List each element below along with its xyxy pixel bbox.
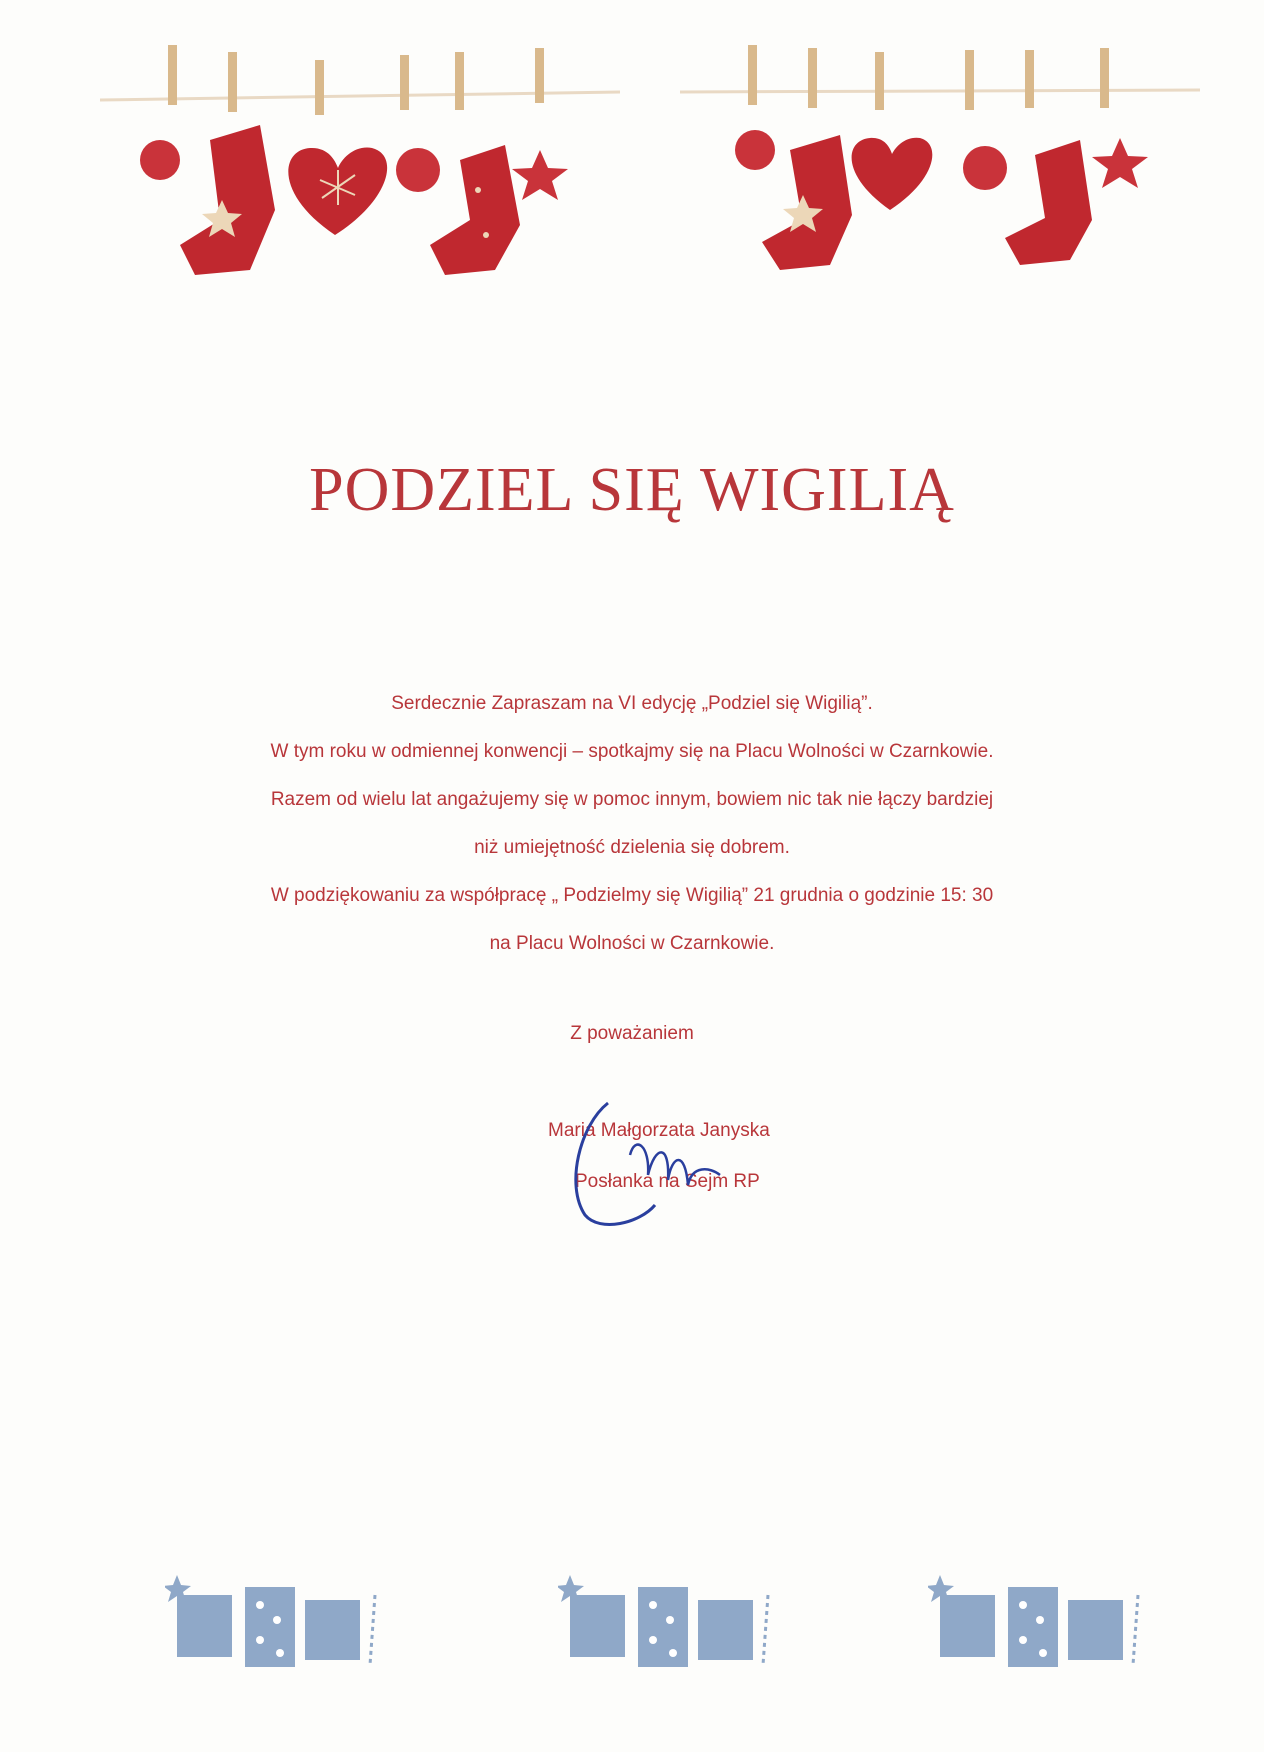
closing-salutation: Z poważaniem [570, 1023, 694, 1044]
letter-paragraph: W tym roku w odmiennej konwencji – spotkajmy się na Placu Wolności w Czarnkowie. [270, 741, 994, 762]
signer-name: Maria Małgorzata Janyska [548, 1120, 770, 1141]
letter-paragraph: niż umiejętność dzielenia się dobrem. [474, 837, 790, 858]
christmas-garland-right [680, 30, 1200, 290]
stocking-icon [430, 145, 520, 275]
letter-paragraph: Razem od wielu lat angażujemy się w pomoc innym, bowiem nic tak nie łączy bardziej [270, 789, 994, 810]
gift-boxes-decoration [165, 1565, 425, 1675]
stocking-icon [180, 125, 275, 275]
stocking-icon [762, 135, 852, 270]
gift-boxes-decoration [928, 1565, 1188, 1675]
star-icon [512, 150, 568, 200]
snowflake-icon [140, 140, 180, 180]
letter-paragraph: na Placu Wolności w Czarnkowie. [489, 933, 775, 954]
letter-body [0, 680, 1264, 968]
letter-paragraph: Serdecznie Zapraszam na VI edycję „Podziel się Wigilią”. [391, 693, 873, 714]
gift-boxes-decoration [558, 1565, 818, 1675]
letter-title: PODZIEL SIĘ WIGILIĄ [309, 456, 955, 524]
snowflake-icon [963, 146, 1007, 190]
christmas-garland-left [100, 30, 620, 290]
heart-icon [852, 138, 933, 210]
stocking-icon [1005, 140, 1092, 265]
handwritten-signature [560, 1095, 750, 1235]
heart-icon [288, 148, 387, 235]
snowflake-icon [735, 130, 775, 170]
star-icon [1092, 138, 1148, 188]
letter-paragraph: W podziękowaniu za współpracę „ Podzielmy się Wigilią” 21 grudnia o godzinie 15: 30 [270, 885, 994, 906]
signer-role: Posłanka na Sejm RP [575, 1171, 760, 1192]
snowflake-icon [396, 148, 440, 192]
